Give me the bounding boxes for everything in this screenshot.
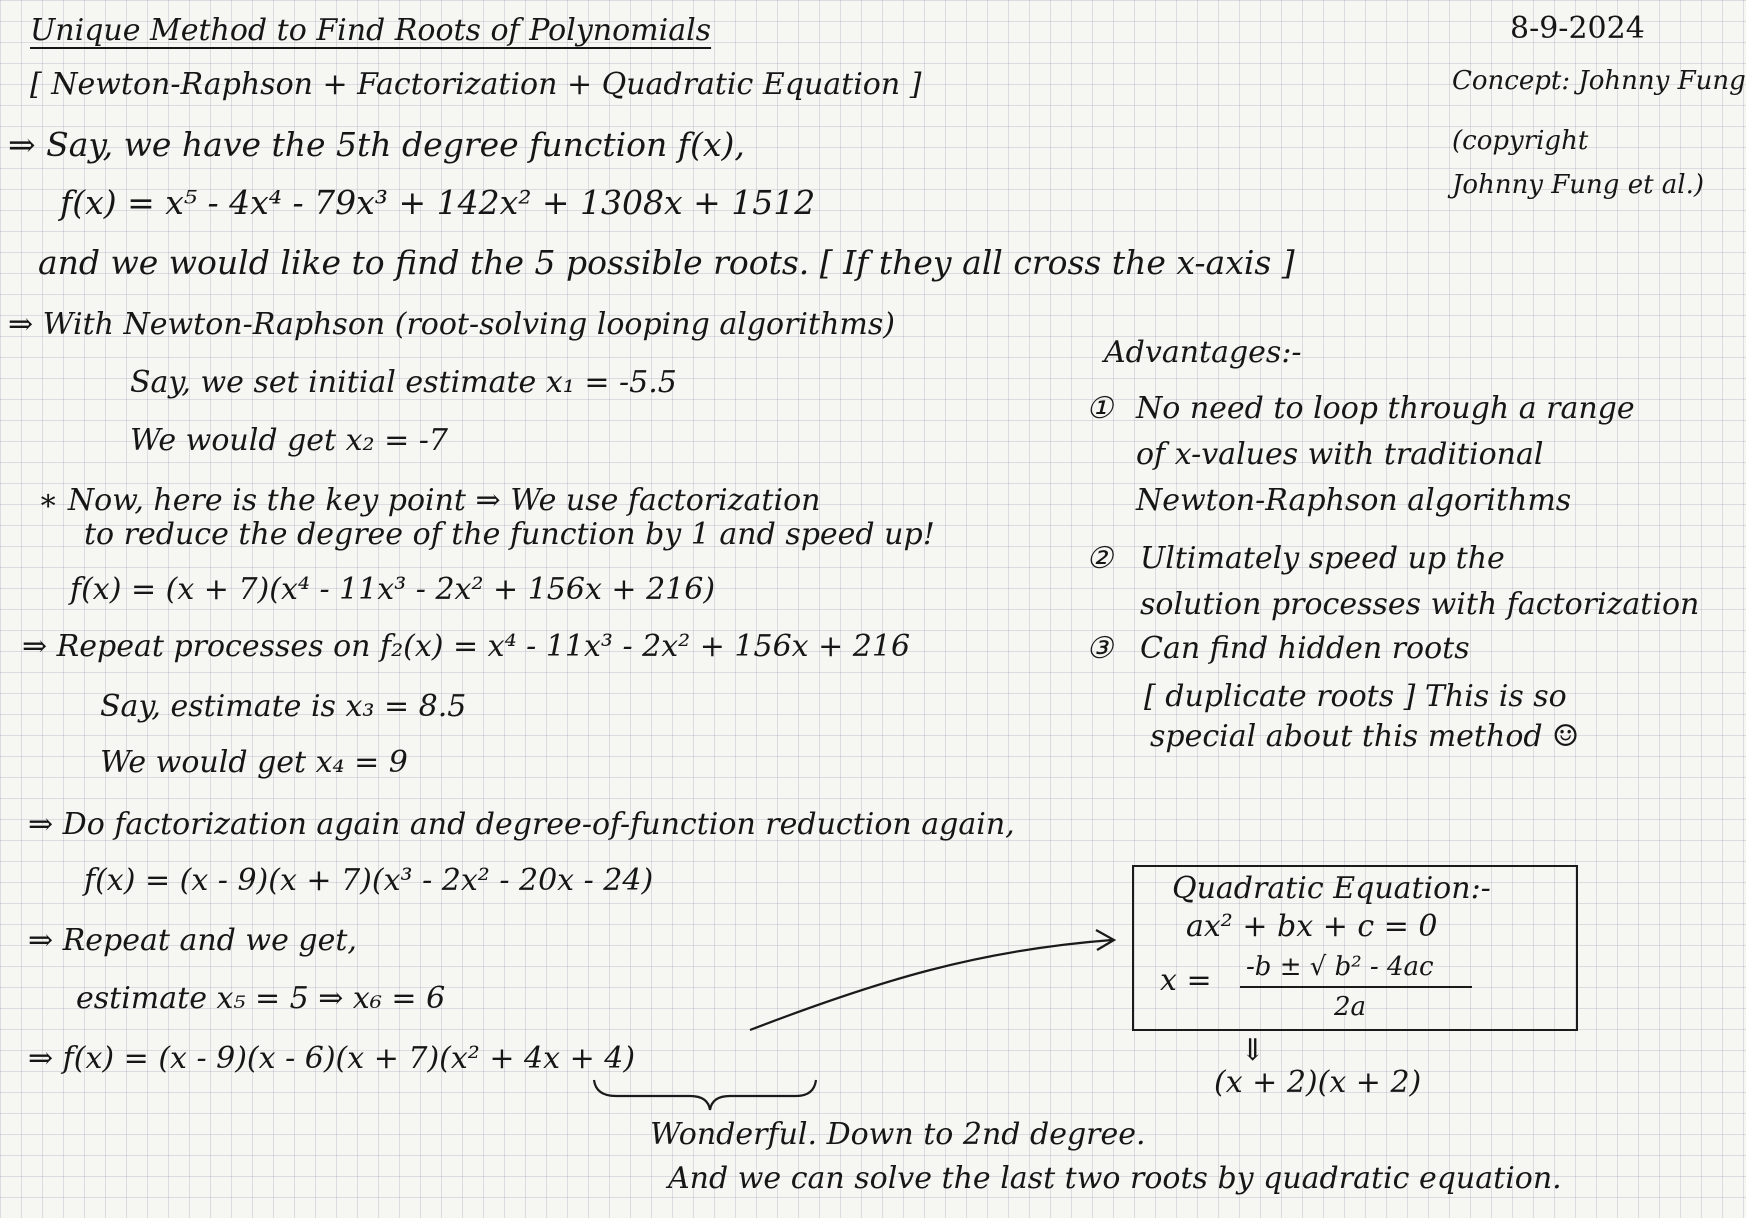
advantage-2-line-1: Ultimately speed up the [1140, 541, 1505, 576]
initial-estimate: Say, we set initial estimate x₁ = -5.5 [130, 365, 677, 400]
down-arrow-icon: ⇓ [1240, 1033, 1266, 1068]
repeat-processes-line: ⇒ Repeat processes on f₂(x) = x⁴ - 11x³ - 2x² + 156x + 216 [22, 629, 911, 664]
second-root-result: We would get x₄ = 9 [100, 745, 408, 780]
advantages-heading: Advantages:- [1104, 335, 1302, 370]
copyright-line-1: (copyright [1452, 126, 1589, 156]
page-subtitle: [ Newton-Raphson + Factorization + Quadratic Equation ] [30, 67, 922, 102]
quadratic-result: (x + 2)(x + 2) [1214, 1065, 1422, 1100]
advantage-1-line-2: of x-values with traditional [1136, 437, 1544, 472]
page-title: Unique Method to Find Roots of Polynomials [30, 13, 712, 48]
repeat-and-get-line: ⇒ Repeat and we get, [28, 923, 357, 958]
factorization-again-line: ⇒ Do factorization again and degree-of-function reduction again, [28, 807, 1015, 842]
advantage-3-line-3: special about this method ☺ [1150, 719, 1580, 754]
advantage-1-line-1: No need to loop through a range [1136, 391, 1635, 426]
first-factorization: f(x) = (x + 7)(x⁴ - 11x³ - 2x² + 156x + 216) [70, 572, 716, 607]
curved-arrow-icon [750, 940, 1112, 1030]
third-estimate: estimate x₅ = 5 ⇒ x₆ = 6 [76, 981, 446, 1016]
quadratic-numerator: -b ± √ b² - 4ac [1246, 952, 1434, 982]
advantage-3-line-1: Can find hidden roots [1140, 631, 1470, 666]
advantage-1-number: ① [1086, 391, 1113, 426]
copyright-line-2: Johnny Fung et al.) [1452, 170, 1705, 200]
wonderful-note: Wonderful. Down to 2nd degree. [650, 1117, 1146, 1152]
quadratic-x-equals: x = [1160, 963, 1212, 998]
advantage-3-number: ③ [1086, 631, 1113, 666]
quadratic-heading: Quadratic Equation:- [1172, 871, 1491, 906]
goal-line: and we would like to find the 5 possible roots. [ If they all cross the x-axis ] [38, 243, 1295, 282]
function-definition: f(x) = x⁵ - 4x⁴ - 79x³ + 142x² + 1308x + 1512 [60, 183, 816, 222]
first-root-result: We would get x₂ = -7 [130, 423, 449, 458]
advantage-2-line-2: solution processes with factorization [1140, 587, 1700, 622]
key-point-line-1: ∗ Now, here is the key point ⇒ We use factorization [38, 483, 821, 518]
intro-line: ⇒ Say, we have the 5th degree function f(x), [8, 125, 745, 164]
advantage-1-line-3: Newton-Raphson algorithms [1136, 483, 1572, 518]
second-factorization: f(x) = (x - 9)(x + 7)(x³ - 2x² - 20x - 24) [84, 863, 654, 898]
quadratic-general-form: ax² + bx + c = 0 [1186, 909, 1438, 944]
date: 8-9-2024 [1510, 11, 1645, 46]
solve-last-roots-note: And we can solve the last two roots by quadratic equation. [668, 1161, 1562, 1196]
third-factorization: ⇒ f(x) = (x - 9)(x - 6)(x + 7)(x² + 4x + 4) [28, 1041, 636, 1076]
brace-icon [594, 1080, 816, 1110]
second-estimate: Say, estimate is x₃ = 8.5 [100, 689, 467, 724]
advantage-2-number: ② [1086, 541, 1113, 576]
advantage-3-line-2: [ duplicate roots ] This is so [1144, 679, 1567, 714]
key-point-line-2: to reduce the degree of the function by 1 and speed up! [84, 517, 935, 552]
newton-raphson-heading: ⇒ With Newton-Raphson (root-solving looping algorithms) [8, 307, 895, 342]
concept-credit: Concept: Johnny Fung [1452, 66, 1746, 96]
quadratic-denominator: 2a [1334, 992, 1367, 1022]
